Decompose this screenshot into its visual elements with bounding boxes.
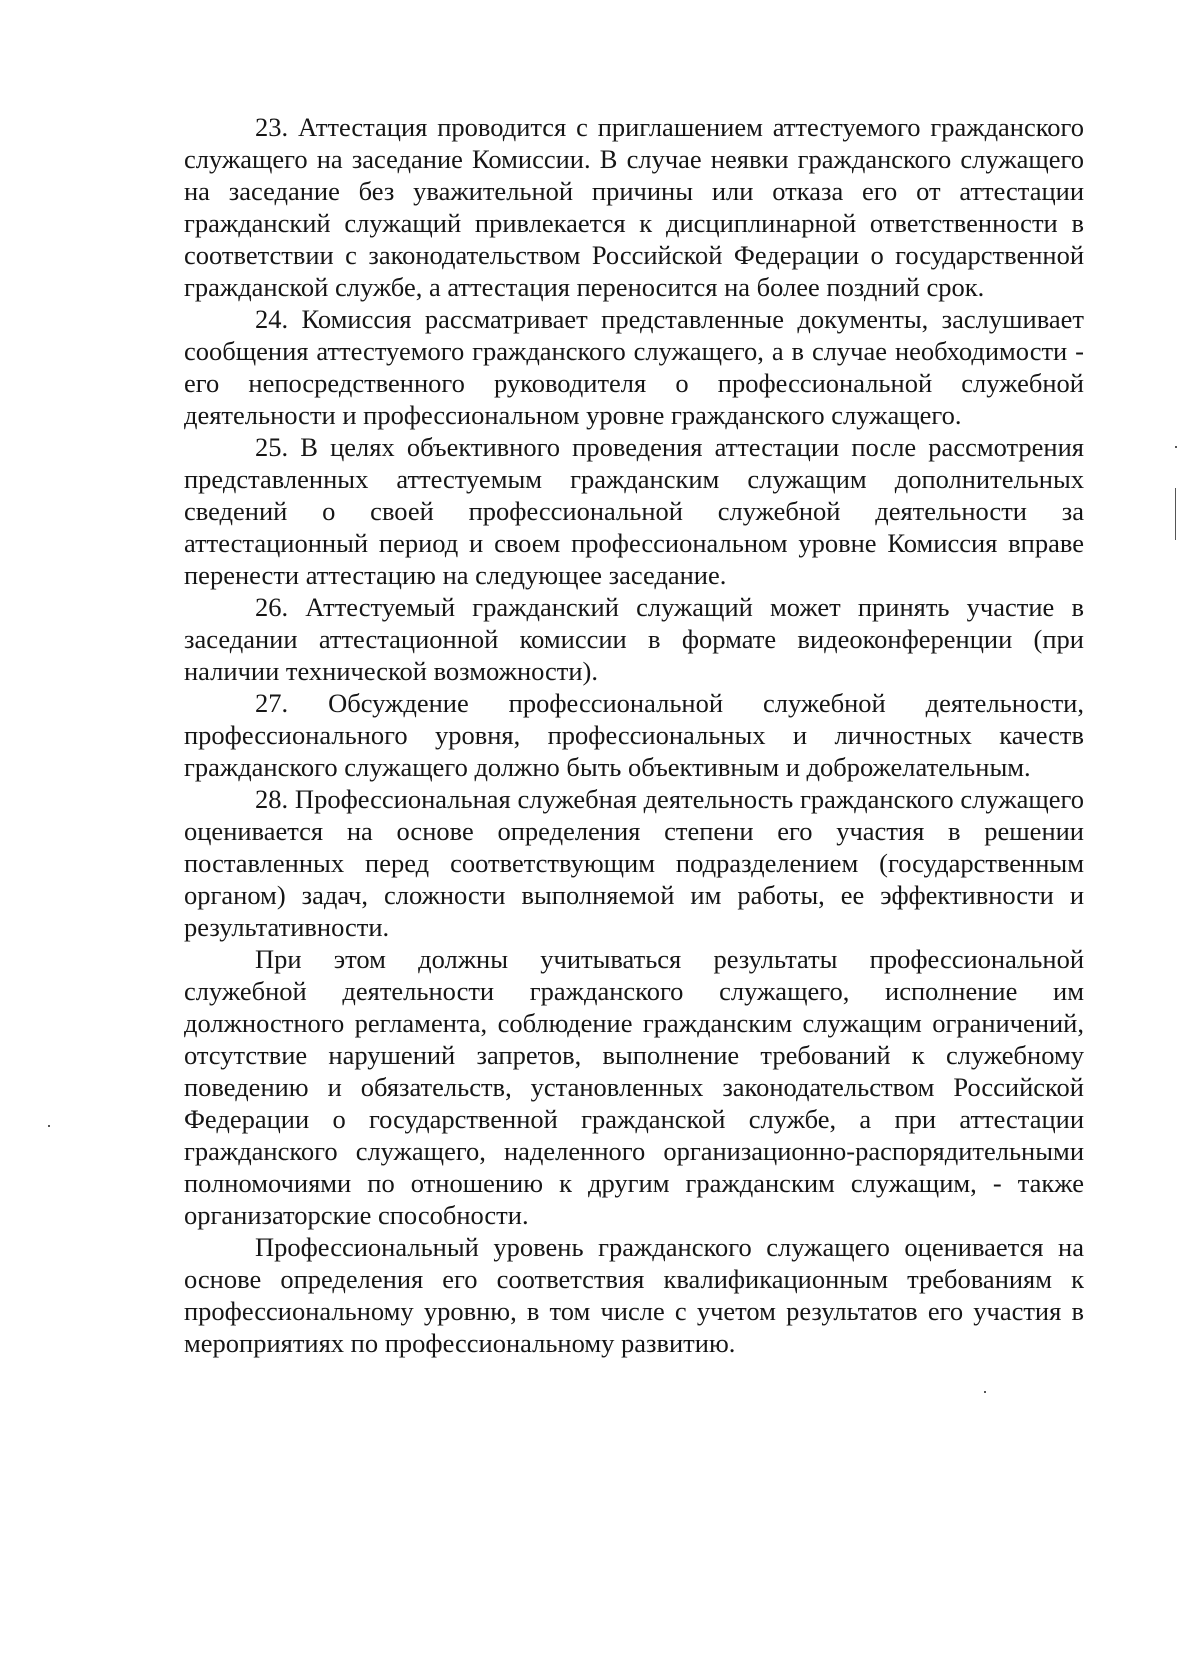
scan-artifact-dot [48,1125,50,1127]
document-body [184,111,1084,1359]
scan-artifact-dot [984,1391,986,1393]
paragraph-23: 23. Аттестация проводится с приглашением аттестуемого гражданского служащего на заседание Комиссии. В случае неявки гражданского служащего на заседание без уважительной причины или отказа его от аттестации гражданский служащий привлекается к дисциплинарной ответственности в соответствии с законодательством Российской Федерации о государственной гражданской службе, а аттестация переносится на более поздний срок. [184,112,1084,302]
paragraph-27: 27. Обсуждение профессиональной служебной деятельности, профессионального уровня, профессиональных и личностных качеств гражданского служащего должно быть объективным и доброжелательным. [184,688,1084,782]
scan-artifact-dot [1175,446,1177,448]
paragraph-28-continuation: При этом должны учитываться результаты профессиональной служебной деятельности гражданского служащего, исполнение им должностного регламента, соблюдение гражданским служащим ограничений, отсутствие нарушений запретов, выполнение требований к служебному поведению и обязательств, установленных законодательством Российской Федерации о государственной гражданской службе, а при аттестации гражданского служащего, наделенного организационно-распорядительными полномочиями по отношению к другим гражданским служащим, - также организаторские способности. [184,944,1084,1230]
paragraph-26: 26. Аттестуемый гражданский служащий может принять участие в заседании аттестационной комиссии в формате видеоконференции (при наличии технической возможности). [184,592,1084,686]
paragraph-professional-level: Профессиональный уровень гражданского служащего оценивается на основе определения его соответствия квалификационным требованиям к профессиональному уровню, в том числе с учетом результатов его участия в мероприятиях по профессиональному развитию. [184,1232,1084,1358]
paragraph-28: 28. Профессиональная служебная деятельность гражданского служащего оценивается на основе определения степени его участия в решении поставленных перед соответствующим подразделением (государственным органом) задач, сложности выполняемой им работы, ее эффективности и результативности. [184,784,1084,942]
paragraph-25: 25. В целях объективного проведения аттестации после рассмотрения представленных аттестуемым гражданским служащим дополнительных сведений о своей профессиональной служебной деятельности за аттестационный период и своем профессиональном уровне Комиссия вправе перенести аттестацию на следующее заседание. [184,432,1084,590]
scan-artifact-line [1175,488,1176,540]
paragraph-24: 24. Комиссия рассматривает представленные документы, заслушивает сообщения аттестуемого гражданского служащего, а в случае необходимости - его непосредственного руководителя о профессиональной служебной деятельности и профессиональном уровне гражданского служащего. [184,304,1084,430]
